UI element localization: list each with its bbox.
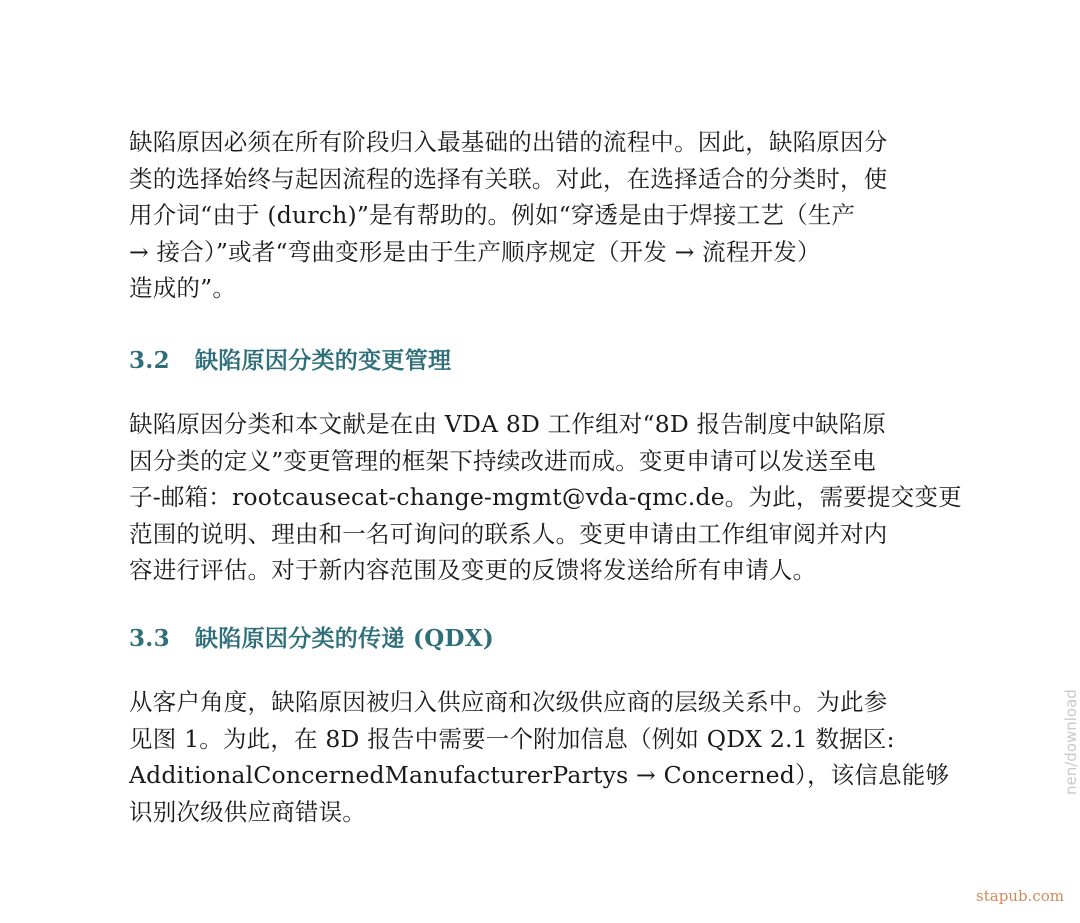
text-line: 缺陷原因分类和本文献是在由 VDA 8D 工作组对“8D 报告制度中缺陷原 [129, 410, 887, 438]
text-line: 从客户角度，缺陷原因被归入供应商和次级供应商的层级关系中。为此参 [129, 688, 888, 716]
site-watermark: stapub.com [976, 887, 1064, 905]
section-number: 3.3 [129, 625, 170, 652]
section-heading-3-3 [129, 620, 494, 653]
text-line: AdditionalConcernedManufacturerPartys → Concerned），该信息能够 [129, 761, 950, 789]
text-line: 缺陷原因必须在所有阶段归入最基础的出错的流程中。因此，缺陷原因分 [129, 128, 888, 156]
section-title: 缺陷原因分类的传递 (QDX) [195, 625, 495, 652]
side-watermark: nen/download [1062, 689, 1080, 795]
text-line: 范围的说明、理由和一名可询问的联系人。变更申请由工作组审阅并对内 [129, 519, 888, 548]
paragraph-qdx-transfer [129, 684, 949, 830]
text-line: 识别次级供应商错误。 [129, 797, 366, 826]
paragraph-root-cause-assignment [129, 124, 887, 307]
paragraph-change-management [129, 406, 962, 589]
text-line: → 接合）”或者“弯曲变形是由于生产顺序规定（开发 → 流程开发） [129, 237, 821, 266]
text-line: 因分类的定义”变更管理的框架下持续改进而成。变更申请可以发送至电 [129, 446, 876, 475]
text-line: 造成的”。 [129, 274, 237, 302]
section-title: 缺陷原因分类的变更管理 [195, 347, 452, 374]
text-line: 用介词“由于 (durch)”是有帮助的。例如“穿透是由于焊接工艺（生产 [129, 201, 856, 229]
text-line: 子-邮箱：rootcausecat-change-mgmt@vda-qmc.de。为此，需要提交变更 [129, 483, 962, 511]
section-number: 3.2 [129, 347, 170, 374]
section-heading-3-2 [129, 342, 451, 375]
text-line: 见图 1。为此，在 8D 报告中需要一个附加信息（例如 QDX 2.1 数据区: [129, 724, 895, 753]
text-line: 容进行评估。对于新内容范围及变更的反馈将发送给所有申请人。 [129, 556, 817, 584]
text-line: 类的选择始终与起因流程的选择有关联。对此，在选择适合的分类时，使 [129, 164, 888, 193]
